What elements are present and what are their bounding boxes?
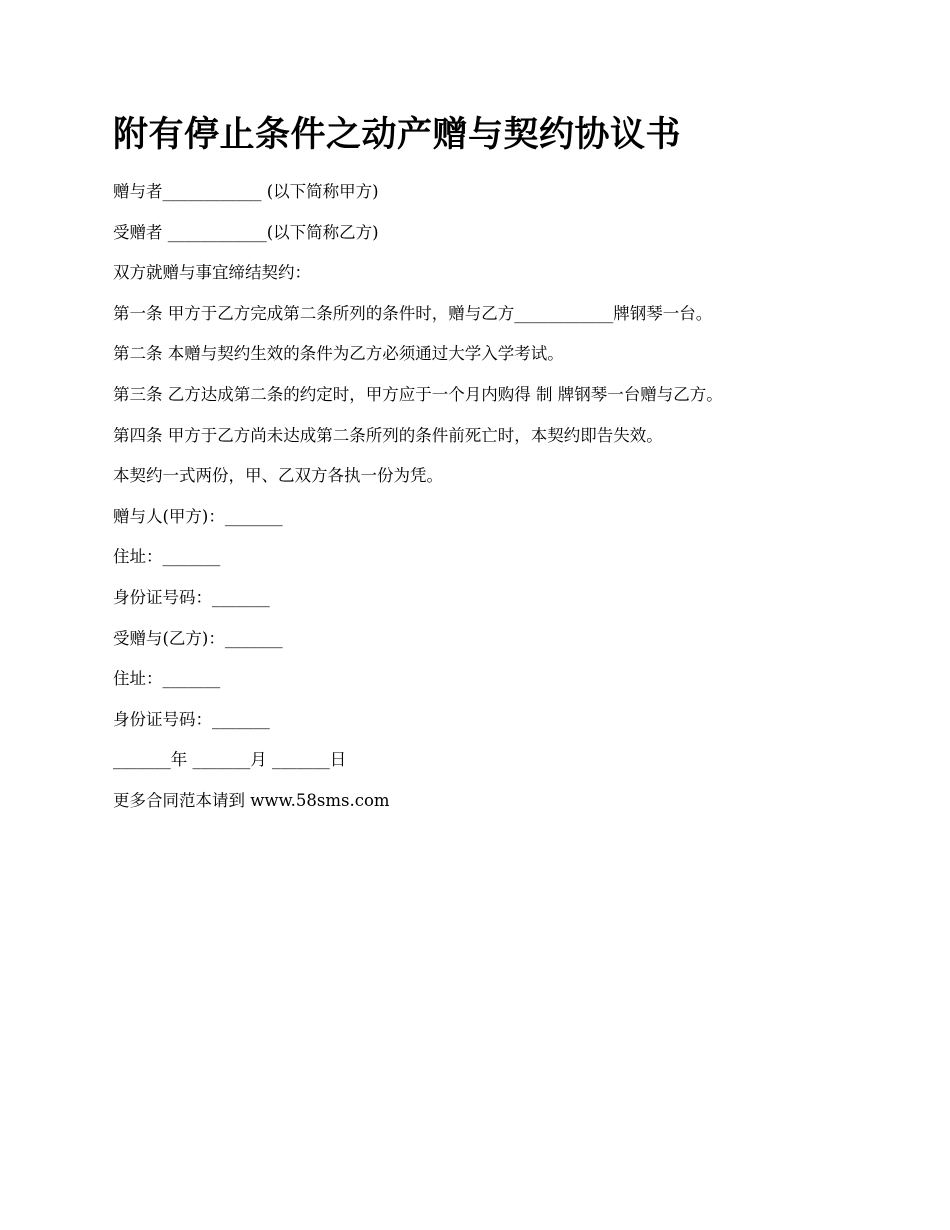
footer-note: 更多合同范本请到 www.58sms.com [113, 790, 390, 810]
donor-id-field: 身份证号码：_______ [113, 587, 270, 607]
copies-clause: 本契约一式两份，甲、乙双方各执一份为凭。 [113, 466, 443, 486]
article-3: 第三条 乙方达成第二条的约定时，甲方应于一个月内购得 制 牌钢琴一台赠与乙方。 [113, 384, 723, 404]
document-body [113, 174, 893, 824]
donee-id-field: 身份证号码：_______ [113, 709, 270, 729]
donee-address-field: 住址：_______ [113, 669, 221, 689]
date-field: _______年 _______月 _______日 [113, 750, 347, 770]
document-title: 附有停止条件之动产赠与契约协议书 [113, 115, 682, 155]
donee-line: 受赠者 ____________(以下简称乙方) [113, 222, 379, 242]
article-1: 第一条 甲方于乙方完成第二条所列的条件时，赠与乙方____________牌钢琴一台。 [113, 303, 713, 323]
donor-line: 赠与者____________ (以下简称甲方) [113, 182, 379, 201]
donee-signature-field: 受赠与(乙方)：_______ [113, 628, 283, 648]
donor-signature-field: 赠与人(甲方)：_______ [113, 506, 283, 526]
article-4: 第四条 甲方于乙方尚未达成第二条所列的条件前死亡时，本契约即告失效。 [113, 425, 663, 445]
donor-address-field: 住址：_______ [113, 547, 221, 567]
preamble-line: 双方就赠与事宜缔结契约： [113, 263, 311, 283]
article-2: 第二条 本赠与契约生效的条件为乙方必须通过大学入学考试。 [113, 344, 564, 364]
